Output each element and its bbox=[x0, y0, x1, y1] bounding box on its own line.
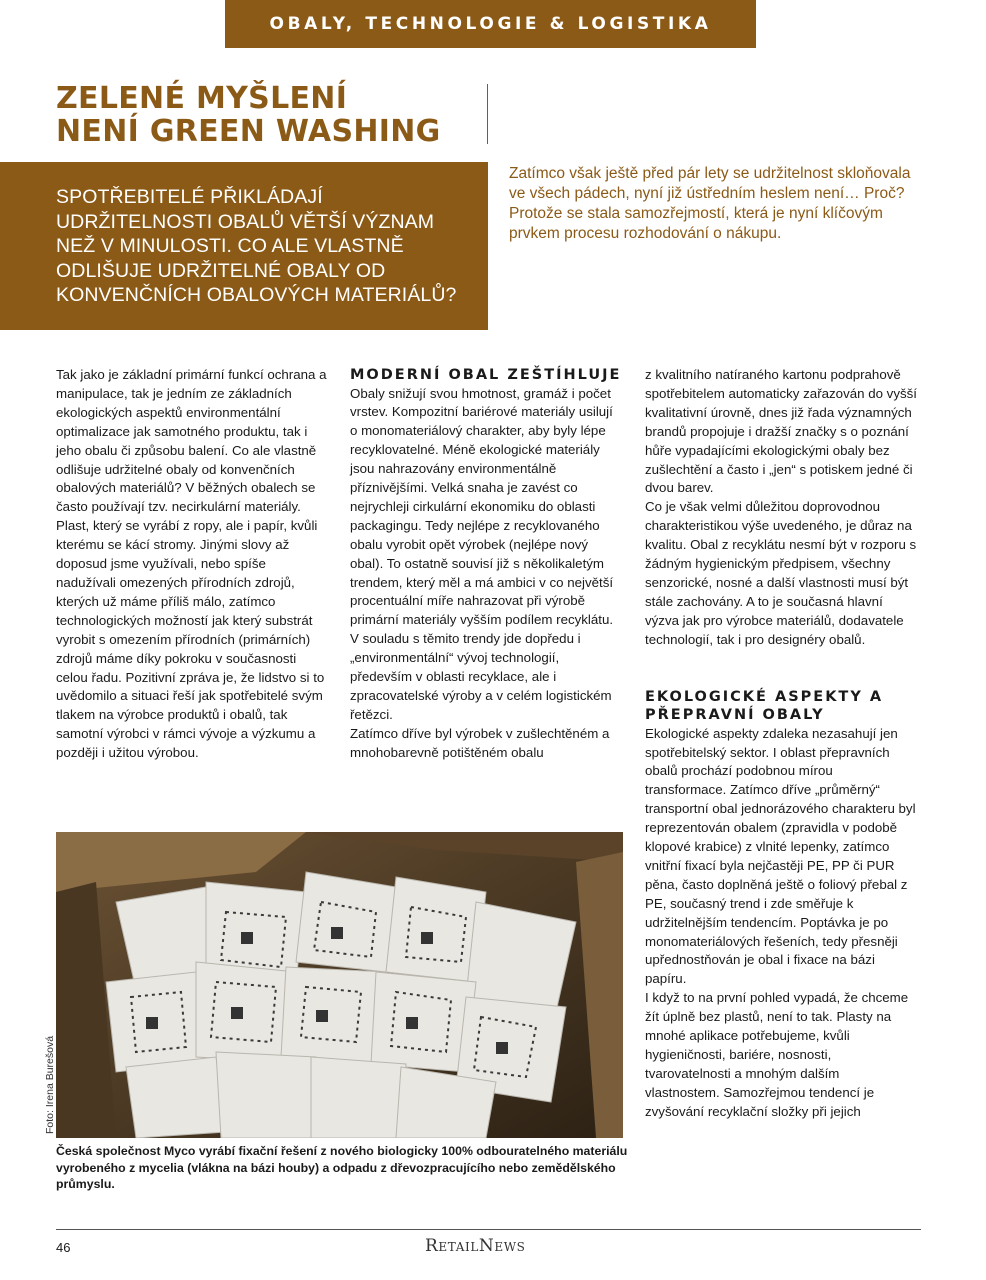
retailnews-logo: RetailNews bbox=[425, 1236, 526, 1256]
column-3 bbox=[645, 366, 917, 1122]
paragraph: Co je však velmi důležitou doprovodnou charakteristikou výše uvedeného, je důraz na kvalitu. Obal z recyklátu nesmí být v rozporu s žádným hygienickým předpisem, všechny senzorické, nosné a další vlastnosti musí být stále zachovány. A to je současná hlavní výzva jak pro výrobce materiálů, dodavatele technologií, tak i pro designéry obalů. bbox=[645, 499, 917, 647]
article-title bbox=[56, 82, 476, 148]
intro-text: Zatímco však ještě před pár lety se udržitelnost skloňovala ve všech pádech, nyní již ústředním heslem není… Proč? Protože se stala samozřejmostí, která je nyní klíčovým prvkem procesu rozhodování o nákupu. bbox=[509, 165, 911, 242]
subheading: MODERNÍ OBAL ZEŠTÍHLUJE bbox=[350, 367, 622, 383]
page-number: 46 bbox=[56, 1240, 71, 1255]
title-divider bbox=[487, 84, 488, 144]
paragraph: Ekologické aspekty zdaleka nezasahují jen spotřebitelský sektor. I oblast přepravních obalů prochází podobnou mírou transformace. Zatímco dříve „průměrný“ transportní obal jednorázového charakteru byl reprezentován obalem (zpravidla v podobě klopové krabice) z vlnité lepenky, zatímco vnitřní fixací byla nejčastěji PE, PP či PUR pěna, často doplněná ještě o foliový přebal z PE, současný trend i zde směřuje k udržitelnějším tendencím. Poptávka je po monomateriálových řešeních, tedy přesněji upřednostňován je obal i fixace na bázi papíru. bbox=[645, 725, 916, 987]
photo-illustration bbox=[56, 832, 623, 1138]
article-photo bbox=[56, 832, 623, 1138]
column-2 bbox=[350, 366, 622, 763]
title-line-2: NENÍ GREEN WASHING bbox=[56, 114, 441, 149]
footer-divider bbox=[56, 1229, 921, 1230]
section-label: OBALY, TECHNOLOGIE & LOGISTIKA bbox=[269, 14, 712, 34]
subheading: EKOLOGICKÉ ASPEKTY A PŘEPRAVNÍ OBALY bbox=[645, 688, 884, 724]
paragraph: Tak jako je základní primární funkcí ochrana a manipulace, tak je jedním ze základních ekologických aspektů environmentální optimalizace jak samotného produktu, tak i jeho obalu či způsobu balení. Co ale vlastně odlišuje udržitelné obaly od konvenčních obalových materiálů? V běžných obalech se často používají tzv. necirkulární materiály. Plast, který se vyrábí z ropy, ale i papír, kvůli kterému se kácí stromy. Jinými slovy až doposud jsme využívali, nebo spíše nadužívali omezených přírodních zdrojů, kterých už máme příliš málo, zatímco technologických možností jak který substrát vyrobit s omezením přírodních (primárních) zdrojů máme díky pokroku v současnosti celou řadu. Pozitivní zpráva je, že lidstvo si to uvědomilo a situaci řeší jak spotřebitelé svým tlakem na výrobce produktů i obalů, tak samotní výrobci v rámci vývoje a výzkumu a později i užitou výrobou. bbox=[56, 367, 327, 761]
photo-caption: Česká společnost Myco vyrábí fixační řešení z nového biologicky 100% odbouratelného materiálu vyrobeného z mycelia (vlákna na bázi houby) a odpadu z dřevozpracujícího nebo zemědělského průmyslu. bbox=[56, 1144, 628, 1191]
photo-credit: Foto: Irena Burešová bbox=[44, 1035, 56, 1134]
paragraph: I když to na první pohled vypadá, že chceme žít úplně bez plastů, není to tak. Plasty na mnohé aplikace potřebujeme, kvůli hygieničnosti, bariére, nosnosti, tvarovatelnosti a mnohým dalším vlastnostem. Samozřejmou tendencí je zvyšování recyklační složky při jejich bbox=[645, 990, 909, 1119]
lead-text: SPOTŘEBITELÉ PŘIKLÁDAJÍ UDRŽITELNOSTI OBALŮ VĚTŠÍ VÝZNAM NEŽ V MINULOSTI. CO ALE VLASTNĚ ODLIŠUJE UDRŽITELNÉ OBALY OD KONVENČNÍCH OBALOVÝCH MATERIÁLŮ? bbox=[56, 186, 457, 306]
column-1 bbox=[56, 366, 328, 763]
title-line-1: ZELENÉ MYŠLENÍ bbox=[56, 81, 348, 116]
section-banner bbox=[225, 0, 756, 48]
paragraph: Obaly snižují svou hmotnost, gramáž i počet vrstev. Kompozitní bariérové materiály usilují o monomateriálový charakter, aby byly lépe recyklovatelné. Méně ekologické materiály jsou nahrazovány environmentálně příznivějšími. Velká snaha je zavést co nejrychleji cirkulární ekonomiku do oblasti packagingu. Tedy nejlépe z recyklovaného obalu vyrobit opět výrobek (nejlépe nový obal). To ostatně souvisí již s několikaletým trendem, který měl a má ambici v co největší procentuální míře nahrazovat při výrobě primární materiály vyšším podílem recyklátu. V souladu s těmito trendy jde dopředu i „environmentální“ vývoj technologií, především v oblasti recyklace, ale i zpracovatelské výroby a v celém logistickém řetězci. bbox=[350, 385, 614, 722]
paragraph: z kvalitního natíraného kartonu podprahově spotřebitelem automaticky zařazován do vyšší kvalitativní úrovně, dnes již řada významných brandů propojuje i dražší značky s o poznání hůře vypadajícími ekologickými obaly bez zušlechtění a často i „jen“ s potiskem jedné či dvou barev. bbox=[645, 367, 917, 496]
lead-box bbox=[0, 162, 488, 330]
paragraph: Zatímco dříve byl výrobek v zušlechtěném a mnohobarevně potištěném obalu bbox=[350, 725, 610, 760]
